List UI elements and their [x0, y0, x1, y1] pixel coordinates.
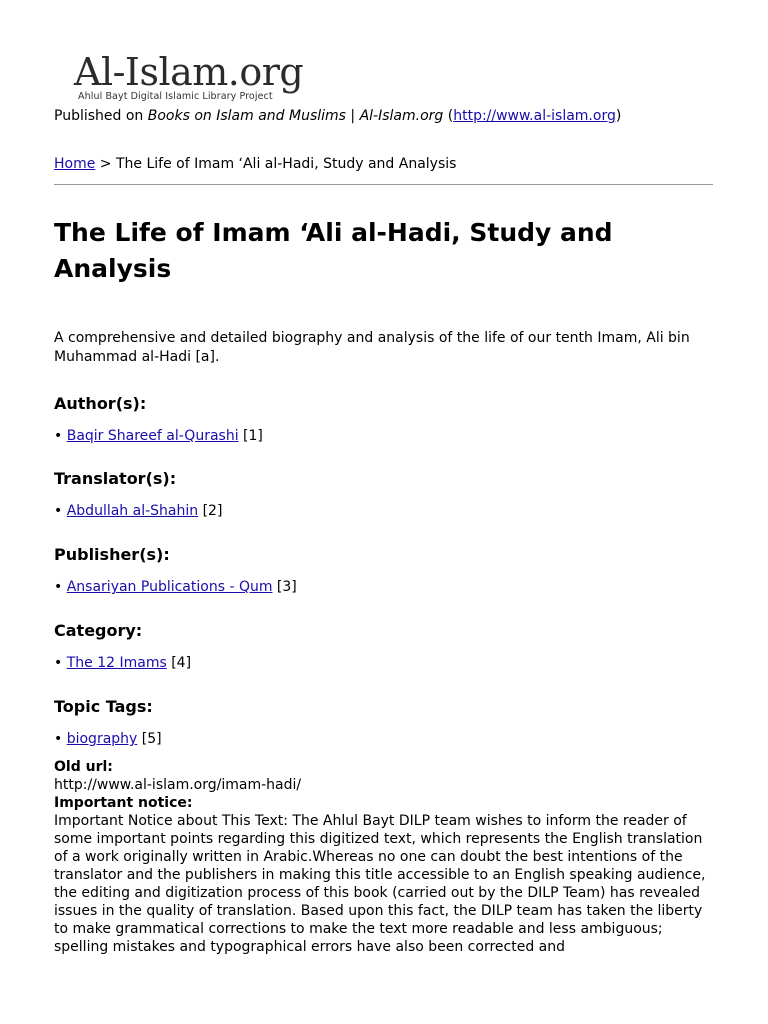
published-org: Al-Islam.org	[359, 108, 444, 124]
header-divider	[54, 184, 713, 185]
author-link[interactable]: Baqir Shareef al-Qurashi	[66, 428, 239, 444]
logo-wordmark: Al-Islam.org	[74, 50, 304, 94]
translators-heading: Translator(s):	[54, 469, 177, 488]
bullet: •	[54, 731, 63, 747]
category-ref: [4]	[166, 655, 192, 671]
breadcrumb	[54, 155, 456, 173]
publisher-item	[54, 578, 297, 596]
translator-item	[54, 502, 222, 520]
old-url-value: http://www.al-islam.org/imam-hadi/	[54, 777, 302, 793]
published-close-paren: )	[615, 108, 622, 124]
author-item	[54, 427, 263, 445]
topic-tag-ref: [5]	[137, 731, 162, 747]
breadcrumb-current: The Life of Imam ‘Ali al-Hadi, Study and Analysis	[115, 156, 457, 172]
breadcrumb-separator: >	[95, 156, 116, 172]
published-site: Books on Islam and Muslims	[147, 108, 346, 124]
published-separator: |	[345, 108, 360, 124]
important-notice-text: Important Notice about This Text: The Ahlul Bayt DILP team wishes to inform the reader of some important points regarding this digitized text, which represents the English translation of a work originally written in Arabic.Whereas no one can doubt the best intentions of the translator and the publishers in making this title accessible to an English speaking audience, the editing and digitization process of this book (carried out by the DILP Team) has revealed issues in the quality of translation. Based upon this fact, the DILP team has taken the liberty to make grammatical corrections to make the text more readable and less ambiguous; spelling mistakes and typographical errors have also been corrected and	[54, 813, 706, 955]
author-ref: [1]	[238, 428, 263, 444]
page-title: The Life of Imam ‘Ali al-Hadi, Study and Analysis	[54, 218, 613, 283]
bullet: •	[54, 503, 63, 519]
translator-ref: [2]	[198, 503, 223, 519]
breadcrumb-home-link[interactable]: Home	[54, 156, 96, 172]
category-link[interactable]: The 12 Imams	[66, 655, 167, 671]
published-prefix: Published on	[54, 108, 148, 124]
category-item	[54, 654, 191, 672]
published-open-paren: (	[443, 108, 454, 124]
logo-tagline: Ahlul Bayt Digital Islamic Library Project	[78, 91, 273, 102]
bullet: •	[54, 655, 63, 671]
topic-tags-heading: Topic Tags:	[54, 697, 153, 716]
translator-link[interactable]: Abdullah al-Shahin	[66, 503, 199, 519]
bullet: •	[54, 428, 63, 444]
site-url-link[interactable]: http://www.al-islam.org	[453, 108, 616, 124]
old-url-label: Old url:	[54, 759, 113, 775]
site-logo[interactable]	[74, 52, 314, 107]
topic-tag-link[interactable]: biography	[66, 731, 138, 747]
important-notice-label: Important notice:	[54, 795, 193, 811]
publisher-ref: [3]	[272, 579, 297, 595]
book-description: A comprehensive and detailed biography and analysis of the life of our tenth Imam, Ali bin Muhammad al-Hadi [a].	[54, 330, 690, 365]
category-heading: Category:	[54, 621, 143, 640]
notes-block	[54, 758, 719, 956]
published-line	[54, 107, 621, 125]
authors-heading: Author(s):	[54, 394, 147, 413]
bullet: •	[54, 579, 63, 595]
publisher-link[interactable]: Ansariyan Publications - Qum	[66, 579, 273, 595]
topic-tag-item	[54, 730, 162, 748]
publishers-heading: Publisher(s):	[54, 545, 170, 564]
